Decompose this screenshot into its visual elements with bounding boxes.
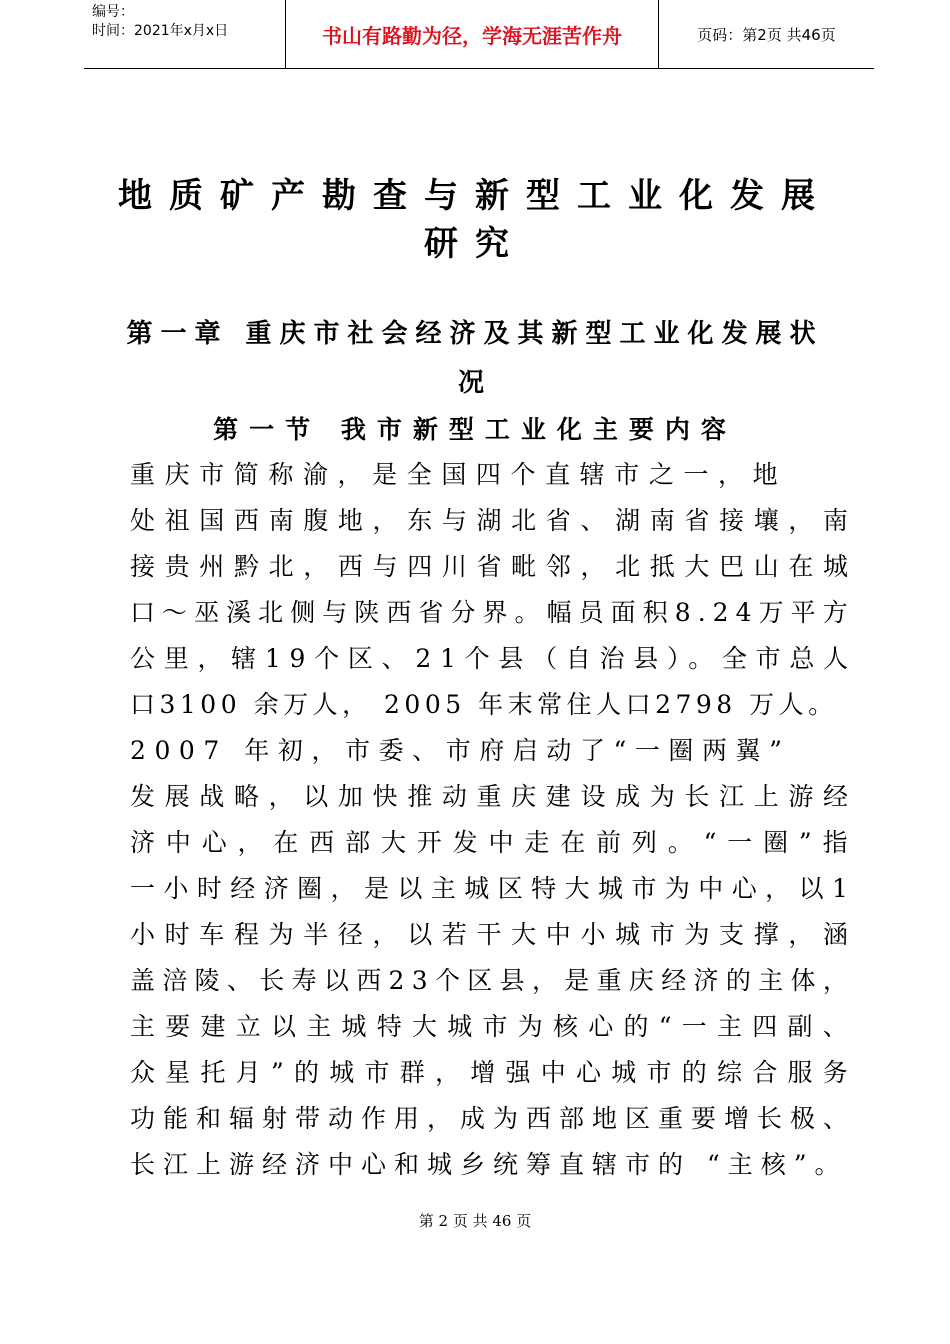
- document-title-line-2: 研究: [424, 224, 526, 264]
- paragraph-line: 口～巫溪北侧与陕西省分界。幅员面积8.24万平方: [130, 598, 855, 627]
- paragraph-line: 济中心，在西部大开发中走在前列。“一圈”指: [130, 828, 859, 857]
- paragraph-line: 小时车程为半径，以若干大中小城市为支撑，涵: [130, 920, 858, 949]
- paragraph-line: 长江上游经济中心和城乡统筹直辖市的 “主核”。: [130, 1150, 848, 1179]
- paragraph-line: 重庆市简称渝，是全国四个直辖市之一，地: [130, 460, 788, 489]
- paragraph-line: 众星托月”的城市群，增强中心城市的综合服务: [130, 1058, 859, 1087]
- document-title-line-1: 地质矿产勘查与新型工业化发展: [118, 176, 832, 216]
- document-time-label: 时间：2021年x月x日: [92, 23, 229, 39]
- page-footer: 第 2 页 共 46 页: [418, 1212, 532, 1230]
- header-motto: 书山有路勤为径，学海无涯苦作舟: [286, 0, 659, 68]
- chapter-heading-line-2: 况: [457, 368, 492, 398]
- paragraph-line: 接贵州黔北，西与四川省毗邻，北抵大巴山在城: [130, 552, 858, 581]
- paragraph-line: 公里，辖19个区、21个县（自治县）。全市总人: [130, 644, 857, 673]
- paragraph-line: 一小时经济圈，是以主城区特大城市为中心，以1: [130, 874, 857, 903]
- section-heading: 第一节 我市新型工业化主要内容: [213, 415, 737, 444]
- paragraph-line: 功能和辐射带动作用，成为西部地区重要增长极、: [130, 1104, 857, 1133]
- paragraph-line: 口3100 余万人， 2005 年末常住人口2798 万人。: [130, 690, 838, 719]
- paragraph-line: 盖涪陵、长寿以西23个区县，是重庆经济的主体，: [130, 966, 856, 995]
- paragraph-line: 主要建立以主城特大城市为核心的“一主四副、: [130, 1012, 859, 1041]
- document-number-label: 编号：: [92, 4, 134, 20]
- header-page-info: 页码：第2页 共46页: [697, 25, 836, 44]
- paragraph-line: 发展战略，以加快推动重庆建设成为长江上游经: [130, 782, 858, 811]
- chapter-heading-line-1: 第一章 重庆市社会经济及其新型工业化发展状: [126, 319, 824, 349]
- paragraph-line: 处祖国西南腹地，东与湖北省、湖南省接壤，南: [130, 506, 858, 535]
- paragraph-line: 2007 年初，市委、市府启动了“一圈两翼”: [130, 736, 791, 765]
- page-header: [84, 0, 874, 69]
- header-meta: [84, 0, 286, 68]
